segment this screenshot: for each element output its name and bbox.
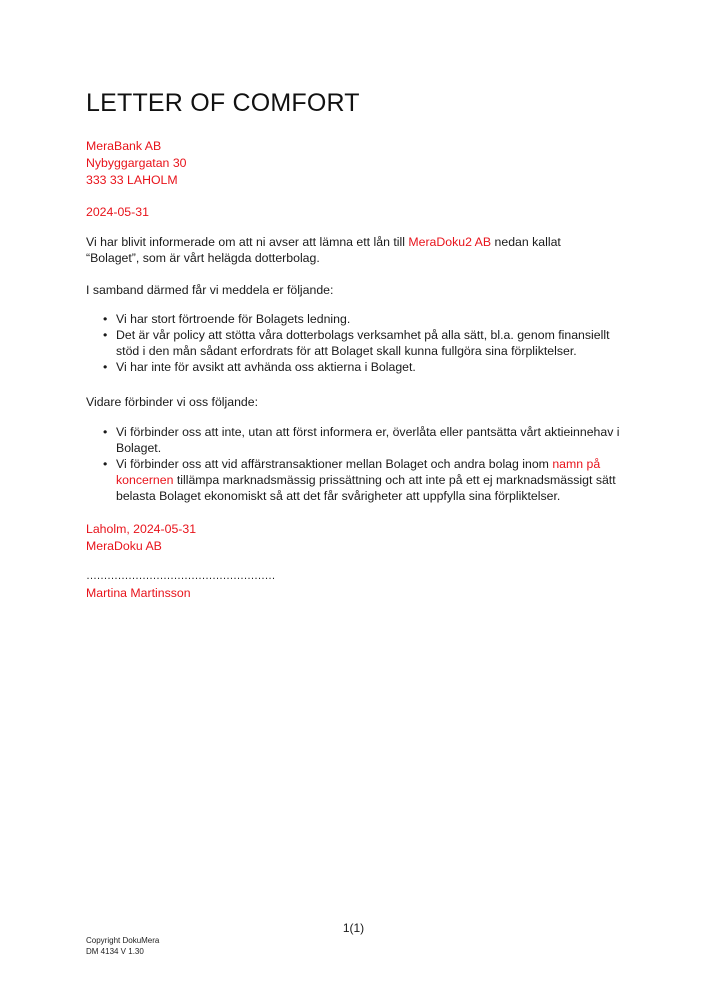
list-item-text-before: Vi förbinder oss att vid affärstransaktioner mellan Bolaget och andra bolag inom <box>116 457 553 471</box>
list-item-text: Vi förbinder oss att inte, utan att först informera er, överlåta eller pantsätta vårt aktieinnehav i Bolaget. <box>116 425 620 455</box>
list-item <box>86 456 626 504</box>
intro-line-1 <box>86 234 626 250</box>
commitment-list-1 <box>86 311 626 375</box>
paragraph-2: I samband därmed får vi meddela er följande: <box>86 283 334 297</box>
bullet-icon: • <box>103 328 108 342</box>
intro-line-2: “Bolaget”, som är vårt helägda dotterbolag. <box>86 251 320 265</box>
recipient-street: Nybyggargatan 30 <box>86 156 187 170</box>
page-number: 1(1) <box>342 921 365 935</box>
borrower-company: MeraDoku2 AB <box>408 235 492 249</box>
list-item-text-after: tillämpa marknadsmässig prissättning och att inte på ett ej marknadsmässigt sätt belasta Bolaget ekonomiskt så att det får svårigheter att uppfylla sina förpliktelser. <box>116 473 616 503</box>
letter-date: 2024-05-31 <box>86 205 149 219</box>
signature-block <box>86 521 626 555</box>
recipient-postal: 333 33 LAHOLM <box>86 173 178 187</box>
recipient-name: MeraBank AB <box>86 139 162 153</box>
commitment-list-2 <box>86 424 626 504</box>
intro-text-before: Vi har blivit informerade om att ni avser att lämna ett lån till <box>86 235 409 249</box>
bullet-icon: • <box>103 425 108 439</box>
recipient-address <box>86 138 626 189</box>
list-item <box>86 311 626 327</box>
bullet-icon: • <box>103 312 108 326</box>
footer-version: DM 4134 V 1.30 <box>86 946 144 956</box>
list-item-text: Vi har inte för avsikt att avhända oss aktierna i Bolaget. <box>116 360 416 374</box>
list-item <box>86 327 626 359</box>
list-item <box>86 424 626 456</box>
document-title: LETTER OF COMFORT <box>86 89 360 117</box>
intro-paragraph <box>86 234 626 266</box>
intro-text-after: nedan kallat <box>491 235 561 249</box>
footer-copyright: Copyright DokuMera <box>86 936 160 945</box>
list-item <box>86 359 626 375</box>
paragraph-3: Vidare förbinder vi oss följande: <box>86 395 259 409</box>
footer <box>86 936 159 957</box>
signature-place-date: Laholm, 2024-05-31 <box>86 522 197 536</box>
list-item-text: Vi har stort förtroende för Bolagets ledning. <box>116 312 351 326</box>
bullet-icon: • <box>103 360 108 374</box>
signature-line: ……………………………………………… <box>86 570 275 582</box>
list-item-text: Det är vår policy att stötta våra dotterbolags verksamhet på alla sätt, bl.a. genom finansiellt stöd i den mån sådant erfordrats för att Bolaget skall kunna fullgöra sina förpliktelser. <box>116 328 610 358</box>
bullet-icon: • <box>103 457 108 471</box>
signature-company: MeraDoku AB <box>86 539 162 553</box>
signer-name: Martina Martinsson <box>86 586 191 600</box>
group-name-placeholder: namn på koncernen <box>116 457 601 487</box>
